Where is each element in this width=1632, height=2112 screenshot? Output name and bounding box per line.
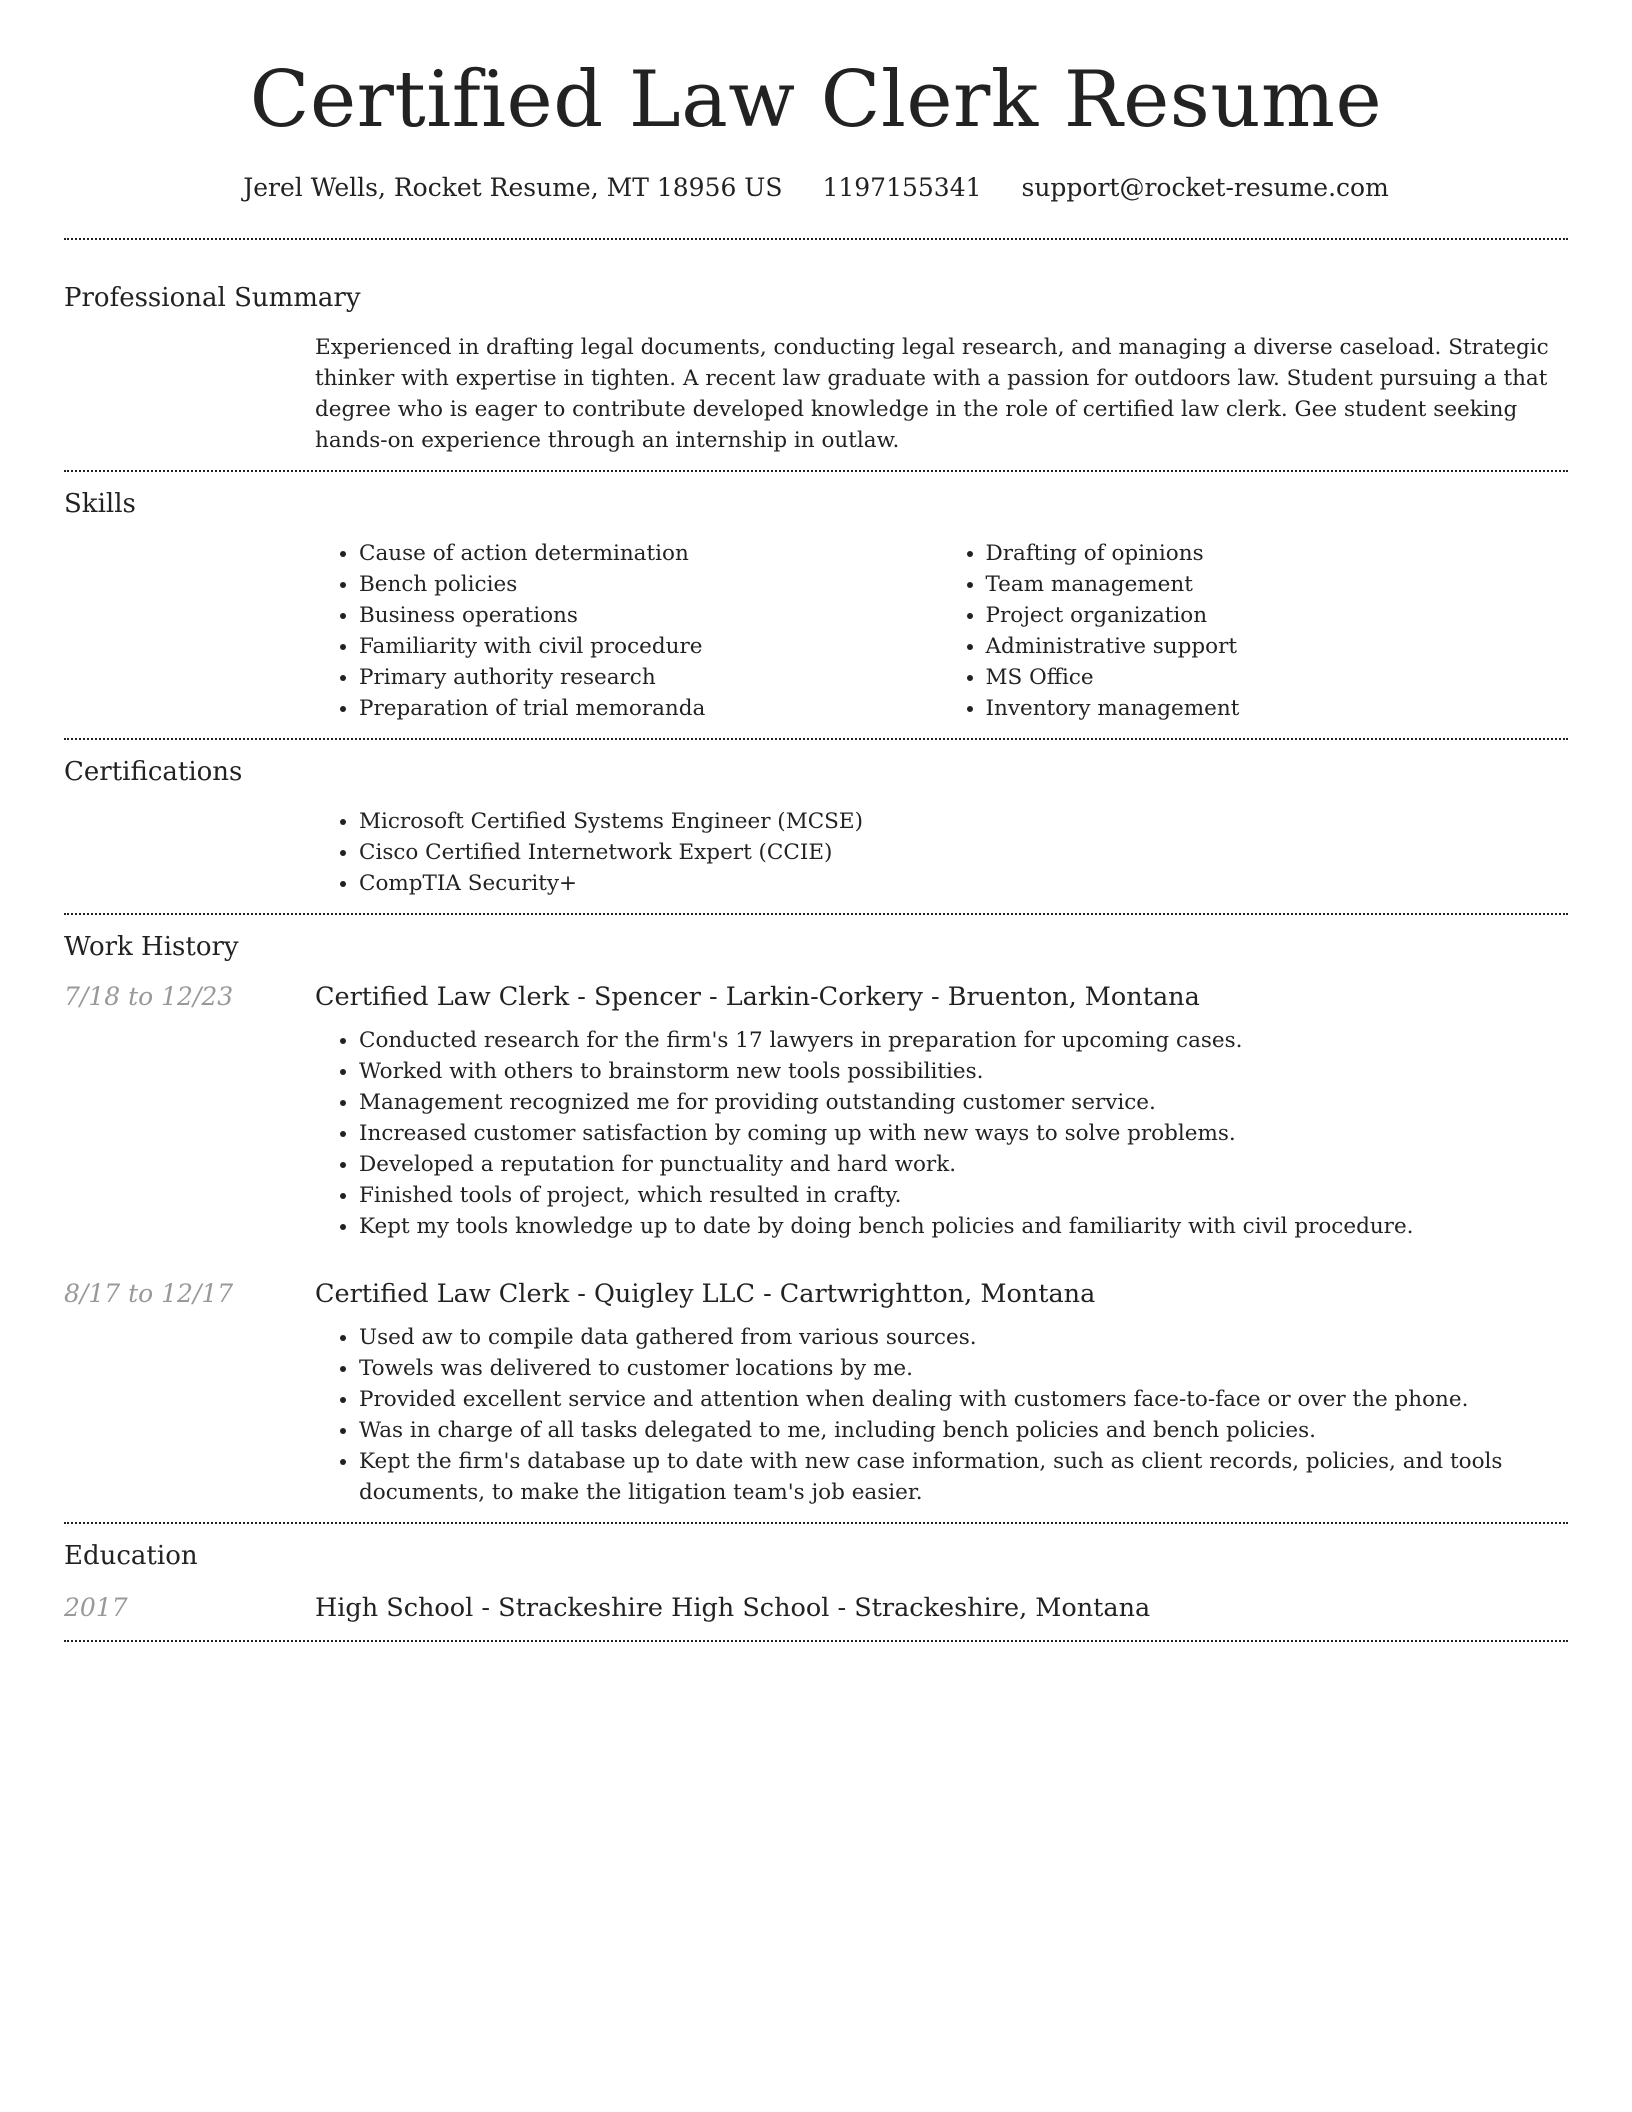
skills-spacer (64, 538, 315, 724)
job-bullet: • Was in charge of all tasks delegated to me, including bench policies and bench policies. (359, 1415, 1568, 1446)
skill-item: • Familiarity with civil procedure (359, 631, 942, 662)
skill-item: • Business operations (359, 600, 942, 631)
education-entry (64, 1590, 1568, 1626)
job-bullets (315, 1025, 1568, 1242)
job-bullet: • Kept my tools knowledge up to date by doing bench policies and familiarity with civil procedure. (359, 1211, 1568, 1242)
contact-address: Jerel Wells, Rocket Resume, MT 18956 US (243, 173, 783, 202)
skills-section (64, 472, 1568, 738)
education-heading: Education (64, 1541, 198, 1571)
skills-grid (315, 538, 1568, 724)
education-section (64, 1524, 1568, 1640)
skill-item: • Bench policies (359, 569, 942, 600)
skill-item: • Project organization (986, 600, 1569, 631)
skill-item: • Primary authority research (359, 662, 942, 693)
job-bullets (315, 1322, 1568, 1508)
job-title: Certified Law Clerk - Spencer - Larkin-Corkery - Bruenton, Montana (315, 982, 1200, 1012)
job-dates: 7/18 to 12/23 (64, 982, 234, 1011)
job-bullet: • Towels was delivered to customer locations by me. (359, 1353, 1568, 1384)
summary-section (64, 240, 1568, 470)
education-year: 2017 (64, 1593, 128, 1622)
job-dates: 8/17 to 12/17 (64, 1279, 234, 1308)
job-bullet: • Developed a reputation for punctuality and hard work. (359, 1149, 1568, 1180)
job-entry (64, 979, 1568, 1242)
summary-text: Experienced in drafting legal documents, conducting legal research, and managing a diverse caseload. Strategic thinker with expertise in tighten. A recent law graduate with a passion for outdoors law. Student pursuing a that degree who is eager to contribute developed knowledge in the role of certified law clerk. Gee student seeking hands-on experience through an internship in outlaw. (315, 335, 1549, 453)
summary-body (315, 332, 1568, 456)
summary-row (64, 332, 1568, 456)
summary-spacer (64, 332, 315, 456)
education-title: High School - Strackeshire High School - Strackeshire, Montana (315, 1593, 1151, 1623)
skill-item: • MS Office (986, 662, 1569, 693)
job-bullet: • Finished tools of project, which resulted in crafty. (359, 1180, 1568, 1211)
certifications-section (64, 740, 1568, 913)
job-bullet: • Increased customer satisfaction by coming up with new ways to solve problems. (359, 1118, 1568, 1149)
job-bullet: • Management recognized me for providing outstanding customer service. (359, 1087, 1568, 1118)
education-body (315, 1590, 1568, 1626)
certification-item: • Cisco Certified Internetwork Expert (CCIE) (359, 837, 1568, 868)
job-bullet: • Kept the firm's database up to date with new case information, such as client records, policies, and tools documents, to make the litigation team's job easier. (359, 1446, 1568, 1508)
job-bullet: • Provided excellent service and attention when dealing with customers face-to-face or over the phone. (359, 1384, 1568, 1415)
skill-item: • Administrative support (986, 631, 1569, 662)
skill-item: • Preparation of trial memoranda (359, 693, 942, 724)
skill-item: • Inventory management (986, 693, 1569, 724)
skill-item: • Drafting of opinions (986, 538, 1569, 569)
certification-item: • Microsoft Certified Systems Engineer (MCSE) (359, 806, 1568, 837)
work-section (64, 915, 1568, 1522)
contact-phone: 1197155341 (822, 173, 982, 202)
work-heading: Work History (64, 932, 239, 962)
certifications-list (315, 806, 1568, 899)
job-entry (64, 1276, 1568, 1508)
job-body (315, 979, 1568, 1242)
skills-column-2 (942, 538, 1569, 724)
job-title: Certified Law Clerk - Quigley LLC - Cartwrightton, Montana (315, 1279, 1096, 1309)
skill-item: • Team management (986, 569, 1569, 600)
certifications-body (315, 806, 1568, 899)
skills-row (64, 538, 1568, 724)
summary-heading: Professional Summary (64, 283, 361, 313)
job-bullet: • Conducted research for the firm's 17 lawyers in preparation for upcoming cases. (359, 1025, 1568, 1056)
certifications-row (64, 806, 1568, 899)
certification-item: • CompTIA Security+ (359, 868, 1568, 899)
certifications-heading: Certifications (64, 757, 243, 787)
job-bullet: • Used aw to compile data gathered from various sources. (359, 1322, 1568, 1353)
job-body (315, 1276, 1568, 1508)
job-bullet: • Worked with others to brainstorm new tools possibilities. (359, 1056, 1568, 1087)
skills-heading: Skills (64, 489, 136, 519)
skills-column-1 (315, 538, 942, 724)
certifications-spacer (64, 806, 315, 899)
resume-title: Certified Law Clerk Resume (249, 55, 1383, 145)
divider (64, 1640, 1568, 1642)
contact-email: support@rocket-resume.com (1021, 173, 1389, 202)
skill-item: • Cause of action determination (359, 538, 942, 569)
contact-line (64, 170, 1568, 206)
